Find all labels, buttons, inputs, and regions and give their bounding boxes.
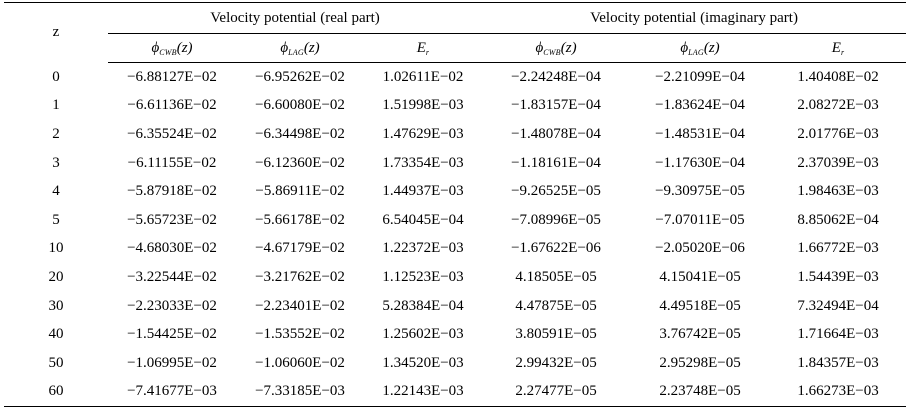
- table-row: [4, 320, 906, 349]
- cell-z-value: 3: [52, 154, 60, 171]
- cell-phi-cwb-imag: −2.24248E−04: [511, 68, 601, 85]
- cell-phi-lag-imag: −1.17630E−04: [655, 154, 745, 171]
- cell-phi-cwb-imag: 2.99432E−05: [515, 354, 597, 371]
- table-row: [4, 92, 906, 121]
- cell-z-value: 1: [52, 97, 60, 114]
- cell-phi-cwb-imag: −1.83157E−04: [511, 97, 601, 114]
- cell-er-real: 6.54045E−04: [382, 211, 464, 228]
- table-row: [4, 149, 906, 178]
- cell-er-real: 1.12523E−03: [382, 268, 464, 285]
- cell-phi-cwb-real: −6.35524E−02: [127, 125, 217, 142]
- table-row: [4, 63, 906, 92]
- cell-z-value: 4: [52, 183, 60, 200]
- cell-phi-cwb-real: −6.11155E−02: [127, 154, 217, 171]
- cell-phi-cwb-imag: 2.27477E−05: [482, 378, 630, 407]
- cell-er-imag: 8.85062E−04: [797, 211, 879, 228]
- cell-z-value: 10: [48, 240, 64, 257]
- cell-phi-lag-real: −3.21762E−02: [255, 268, 345, 285]
- cell-phi-lag-imag: −1.83624E−04: [655, 97, 745, 114]
- cell-phi-lag-real: −6.60080E−02: [255, 97, 345, 114]
- col-header-phi-cwb-real: $\phi_{CWB}(z)$: [108, 34, 236, 63]
- col-header-er-real: $E_r$: [364, 34, 482, 63]
- cell-z-value: 5: [52, 211, 60, 228]
- cell-phi-lag-imag: 2.23748E−05: [630, 378, 770, 407]
- cell-phi-lag-real: −1.53552E−02: [255, 326, 345, 343]
- cell-er-imag: 2.08272E−03: [797, 97, 879, 114]
- table-row: [4, 235, 906, 264]
- col-header-phi-lag-real: $\phi_{LAG}(z)$: [236, 34, 364, 63]
- table-row: [4, 378, 906, 407]
- cell-phi-lag-imag: 2.95298E−05: [659, 354, 741, 371]
- cell-er-imag: 1.98463E−03: [797, 183, 879, 200]
- cell-phi-lag-real: −1.06060E−02: [255, 354, 345, 371]
- table-row: [4, 292, 906, 321]
- cell-phi-lag-imag: −2.05020E−06: [655, 240, 745, 257]
- cell-phi-lag-imag: −9.30975E−05: [655, 183, 745, 200]
- cell-z-value: 40: [48, 326, 64, 343]
- cell-phi-lag-real: −6.34498E−02: [255, 125, 345, 142]
- cell-er-real: 1.44937E−03: [382, 183, 464, 200]
- cell-z-value: 60: [4, 378, 108, 407]
- cell-er-real: 1.73354E−03: [382, 154, 464, 171]
- cell-phi-lag-imag: 3.76742E−05: [659, 326, 741, 343]
- cell-er-real: 1.22143E−03: [364, 378, 482, 407]
- cell-phi-cwb-real: −6.61136E−02: [127, 97, 217, 114]
- table-body: [4, 63, 906, 407]
- cell-phi-lag-real: −7.33185E−03: [236, 378, 364, 407]
- cell-phi-lag-real: −4.67179E−02: [255, 240, 345, 257]
- cell-phi-cwb-imag: 4.18505E−05: [515, 268, 597, 285]
- cell-er-imag: 1.71664E−03: [797, 326, 879, 343]
- cell-phi-cwb-imag: 4.47875E−05: [515, 297, 597, 314]
- cell-phi-lag-imag: −7.07011E−05: [655, 211, 745, 228]
- cell-er-imag: 1.84357E−03: [797, 354, 879, 371]
- cell-z-value: 20: [48, 268, 64, 285]
- cell-er-imag: 2.01776E−03: [797, 125, 879, 142]
- cell-z-value: 50: [48, 354, 64, 371]
- table-row: [4, 349, 906, 378]
- cell-phi-cwb-imag: −1.48078E−04: [511, 125, 601, 142]
- real-part-group-header: Velocity potential (real part): [108, 3, 482, 34]
- cell-phi-lag-real: −5.86911E−02: [255, 183, 345, 200]
- cell-er-real: 1.47629E−03: [382, 125, 464, 142]
- cell-phi-lag-imag: −1.48531E−04: [655, 125, 745, 142]
- cell-phi-lag-real: −6.12360E−02: [255, 154, 345, 171]
- cell-phi-cwb-imag: 3.80591E−05: [515, 326, 597, 343]
- cell-phi-lag-real: −2.23401E−02: [255, 297, 345, 314]
- imaginary-part-group-header: Velocity potential (imaginary part): [482, 3, 906, 34]
- cell-phi-lag-real: −6.95262E−02: [255, 68, 345, 85]
- cell-phi-lag-imag: −2.21099E−04: [655, 68, 745, 85]
- table-row: [4, 263, 906, 292]
- cell-phi-lag-imag: 4.49518E−05: [659, 297, 741, 314]
- cell-er-imag: 1.66273E−03: [770, 378, 906, 407]
- table-row: [4, 206, 906, 235]
- col-header-phi-lag-imag: $\phi_{LAG}(z)$: [630, 34, 770, 63]
- cell-er-real: 1.34520E−03: [382, 354, 464, 371]
- table-header: [4, 3, 906, 63]
- cell-phi-cwb-real: −5.87918E−02: [127, 183, 217, 200]
- cell-phi-cwb-real: −7.41677E−03: [108, 378, 236, 407]
- col-header-er-imag: $E_r$: [770, 34, 906, 63]
- col-header-phi-cwb-imag: $\phi_{CWB}(z)$: [482, 34, 630, 63]
- cell-phi-cwb-real: −1.06995E−02: [127, 354, 217, 371]
- cell-phi-lag-real: −5.66178E−02: [255, 211, 345, 228]
- cell-er-imag: 7.32494E−04: [797, 297, 879, 314]
- cell-phi-cwb-real: −5.65723E−02: [127, 211, 217, 228]
- cell-er-real: 5.28384E−04: [382, 297, 464, 314]
- cell-phi-cwb-real: −1.54425E−02: [127, 326, 217, 343]
- cell-er-imag: 1.40408E−02: [797, 68, 879, 85]
- cell-phi-cwb-real: −2.23033E−02: [127, 297, 217, 314]
- z-column-header: z: [4, 3, 108, 63]
- cell-phi-cwb-real: −3.22544E−02: [127, 268, 217, 285]
- cell-er-real: 1.02611E−02: [382, 68, 464, 85]
- cell-z-value: 30: [48, 297, 64, 314]
- cell-phi-lag-imag: 4.15041E−05: [659, 268, 741, 285]
- cell-er-imag: 2.37039E−03: [797, 154, 879, 171]
- cell-z-value: 0: [52, 68, 60, 85]
- table-row: [4, 177, 906, 206]
- table-row: [4, 120, 906, 149]
- cell-phi-cwb-real: −6.88127E−02: [127, 68, 217, 85]
- cell-er-real: 1.25602E−03: [382, 326, 464, 343]
- cell-phi-cwb-imag: −1.18161E−04: [511, 154, 601, 171]
- cell-phi-cwb-imag: −1.67622E−06: [511, 240, 601, 257]
- cell-er-imag: 1.66772E−03: [797, 240, 879, 257]
- cell-phi-cwb-imag: −9.26525E−05: [511, 183, 601, 200]
- cell-er-real: 1.22372E−03: [382, 240, 464, 257]
- cell-er-imag: 1.54439E−03: [797, 268, 879, 285]
- cell-phi-cwb-real: −4.68030E−02: [127, 240, 217, 257]
- cell-er-real: 1.51998E−03: [382, 97, 464, 114]
- velocity-potential-table: [4, 2, 906, 407]
- cell-z-value: 2: [52, 125, 60, 142]
- cell-phi-cwb-imag: −7.08996E−05: [511, 211, 601, 228]
